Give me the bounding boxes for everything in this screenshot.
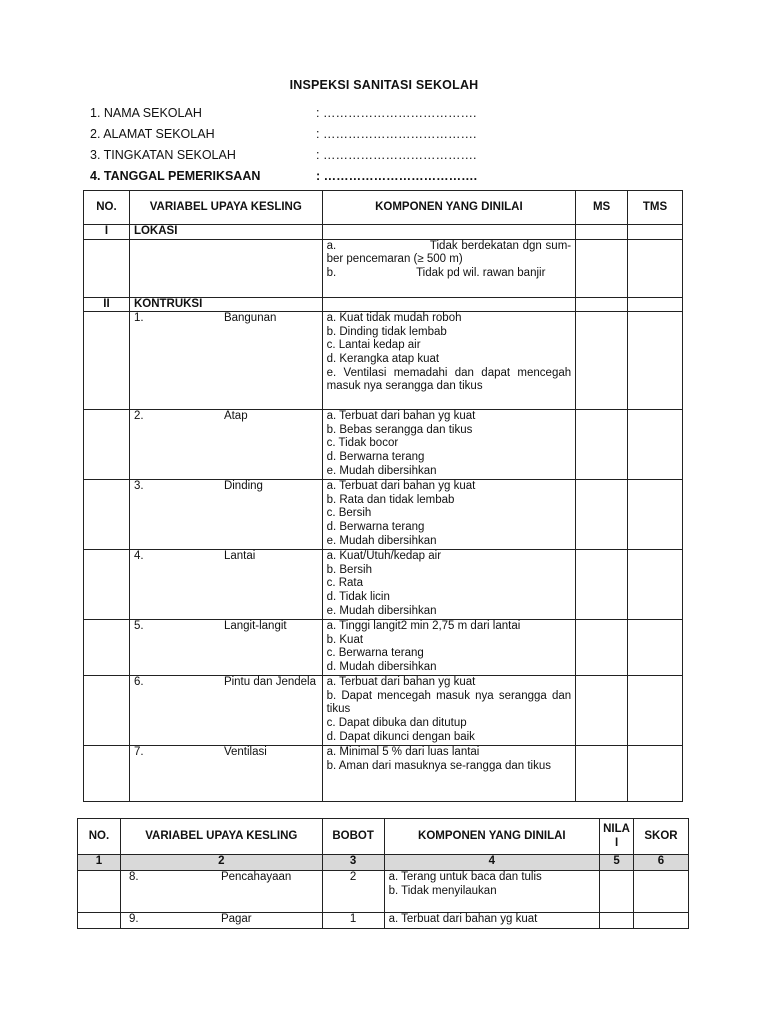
komponen-cell [322, 550, 576, 620]
komponen-cell [322, 410, 576, 480]
table-header-row [84, 191, 683, 225]
komponen-item: a. Kuat/Utuh/kedap air [326, 550, 442, 563]
variabel-name: Dinding [223, 480, 263, 493]
bobot-cell: 1 [322, 913, 384, 929]
variabel-number: 5. [133, 620, 144, 633]
variabel-name: Lantai [223, 550, 256, 563]
komponen-item: b. Bersih [326, 563, 372, 576]
empty-cell [322, 225, 576, 240]
variabel-number: 6. [133, 676, 144, 689]
no-cell [84, 410, 130, 480]
komponen-cell [322, 312, 576, 410]
variabel-cell [129, 676, 322, 746]
komponen-item: a. Terbuat dari bahan yg kuat [326, 410, 476, 423]
no-cell [84, 620, 130, 676]
variabel-cell [120, 913, 322, 929]
ms-cell[interactable] [576, 297, 628, 312]
variabel-number: 4. [133, 550, 144, 563]
section-number: II [84, 297, 130, 312]
info-value: : ………………………………. [316, 148, 477, 162]
header-variabel: VARIABEL UPAYA KESLING [129, 191, 322, 225]
column-index: 4 [384, 855, 600, 871]
komponen-cell [384, 871, 600, 913]
tms-cell[interactable] [628, 480, 683, 550]
komponen-cell [384, 913, 600, 929]
komponen-item: e. Ventilasi memadahi dan dapat mencegah masuk nya serangga dan tikus [326, 366, 572, 393]
tms-cell[interactable] [628, 410, 683, 480]
ms-cell[interactable] [576, 480, 628, 550]
komponen-item: c. Bersih [326, 507, 372, 520]
header-komponen: KOMPONEN YANG DINILAI [322, 191, 576, 225]
komponen-cell [322, 239, 576, 297]
komponen-item: b. Kuat [326, 633, 364, 646]
komponen-item: c. Tidak bocor [326, 437, 399, 450]
komponen-item: c. Lantai kedap air [326, 339, 421, 352]
tms-cell[interactable] [628, 746, 683, 802]
variabel-name: Pagar [220, 913, 252, 925]
komponen-cell [322, 480, 576, 550]
tms-cell[interactable] [628, 225, 683, 240]
inspection-table-2 [77, 818, 689, 929]
header-tms: TMS [628, 191, 683, 225]
komponen-item: d. Berwarna terang [326, 520, 425, 533]
komponen-item: b. Dinding tidak lembab [326, 325, 447, 338]
section-row-kontruksi [84, 297, 683, 312]
nilai-cell[interactable] [600, 913, 634, 929]
variabel-number: 2. [133, 410, 144, 423]
tms-cell[interactable] [628, 312, 683, 410]
column-index: 3 [322, 855, 384, 871]
ms-cell[interactable] [576, 410, 628, 480]
table-row [84, 239, 683, 297]
komponen-item: e. Mudah dibersihkan [326, 464, 437, 477]
info-value: : ………………………………. [316, 106, 477, 120]
variabel-number: 3. [133, 480, 144, 493]
table-row [84, 746, 683, 802]
komponen-cell [322, 620, 576, 676]
section-number: I [84, 225, 130, 240]
variabel-name: Langit-langit [223, 620, 287, 633]
komponen-item: a. Terbuat dari bahan yg kuat [326, 676, 476, 689]
tms-cell[interactable] [628, 550, 683, 620]
komponen-item: c. Berwarna terang [326, 647, 424, 660]
info-label: 3. TINGKATAN SEKOLAH [90, 148, 236, 162]
komponen-item: a. Terbuat dari bahan yg kuat [326, 480, 476, 493]
no-cell [84, 480, 130, 550]
variabel-number: 9. [128, 913, 139, 925]
komponen-item: e. Mudah dibersihkan [326, 604, 437, 617]
table-row [78, 871, 689, 913]
table-row [84, 620, 683, 676]
bobot-cell: 2 [322, 871, 384, 913]
komponen-item: d. Berwarna terang [326, 450, 425, 463]
header-no: NO. [78, 819, 121, 855]
table-header-row [78, 819, 689, 855]
variabel-cell [129, 746, 322, 802]
column-index: 1 [78, 855, 121, 871]
column-index: 2 [120, 855, 322, 871]
variabel-name: Ventilasi [223, 746, 267, 759]
komponen-item: e. Mudah dibersihkan [326, 534, 437, 547]
table-row [84, 480, 683, 550]
komponen-item: b. Dapat mencegah masuk nya serangga dan tikus [326, 689, 572, 716]
header-variabel: VARIABEL UPAYA KESLING [120, 819, 322, 855]
header-bobot: BOBOT [322, 819, 384, 855]
variabel-number: 8. [128, 871, 139, 883]
komponen-item: d. Kerangka atap kuat [326, 352, 440, 365]
no-cell [84, 676, 130, 746]
table-row [84, 676, 683, 746]
skor-cell[interactable] [634, 871, 689, 913]
ms-cell[interactable] [576, 225, 628, 240]
variabel-cell [120, 871, 322, 913]
no-cell [78, 871, 121, 913]
no-cell [84, 550, 130, 620]
table-row [84, 410, 683, 480]
info-label: 2. ALAMAT SEKOLAH [90, 127, 215, 141]
variabel-cell [129, 312, 322, 410]
tms-cell[interactable] [628, 676, 683, 746]
info-value: : ………………………………. [316, 169, 478, 183]
ms-cell[interactable] [576, 312, 628, 410]
komponen-item: b. Tidak menyilaukan [388, 884, 497, 897]
ms-cell[interactable] [576, 550, 628, 620]
komponen-item: b. Bebas serangga dan tikus [326, 423, 473, 436]
variabel-name: Pencahayaan [220, 871, 292, 883]
empty-cell [129, 239, 322, 297]
header-skor: SKOR [634, 819, 689, 855]
nilai-cell[interactable] [600, 871, 634, 913]
komponen-item: a. Terang untuk baca dan tulis [388, 871, 542, 883]
section-title: LOKASI [129, 225, 322, 240]
komponen-item: d. Dapat dikunci dengan baik [326, 730, 475, 743]
komponen-cell [322, 676, 576, 746]
tms-cell[interactable] [628, 239, 683, 297]
tms-cell[interactable] [628, 620, 683, 676]
no-cell [84, 312, 130, 410]
table-row [78, 913, 689, 929]
info-label: 1. NAMA SEKOLAH [90, 106, 202, 120]
column-index: 6 [634, 855, 689, 871]
header-no: NO. [84, 191, 130, 225]
variabel-number: 7. [133, 746, 144, 759]
info-value: : ………………………………. [316, 127, 477, 141]
document-title: INSPEKSI SANITASI SEKOLAH [289, 78, 479, 92]
ms-cell[interactable] [576, 746, 628, 802]
skor-cell[interactable] [634, 913, 689, 929]
inspection-table-1 [83, 190, 683, 802]
no-cell [78, 913, 121, 929]
ms-cell[interactable] [576, 676, 628, 746]
komponen-item: b. Rata dan tidak lembab [326, 493, 455, 506]
table-row [84, 312, 683, 410]
variabel-cell [129, 620, 322, 676]
variabel-name: Pintu dan Jendela [223, 676, 317, 689]
komponen-item: a. Minimal 5 % dari luas lantai [326, 746, 480, 759]
section-title: KONTRUKSI [129, 297, 322, 312]
table-row [84, 550, 683, 620]
header-komponen: KOMPONEN YANG DINILAI [384, 819, 600, 855]
komponen-item: a. Terbuat dari bahan yg kuat [388, 913, 538, 925]
header-nilai: NILAI [600, 819, 634, 855]
komponen-item: c. Rata [326, 577, 364, 590]
ms-cell[interactable] [576, 239, 628, 297]
variabel-cell [129, 410, 322, 480]
variabel-number: 1. [133, 312, 144, 325]
komponen-item: d. Mudah dibersihkan [326, 660, 437, 673]
variabel-cell [129, 480, 322, 550]
column-index-row [78, 855, 689, 871]
header-ms: MS [576, 191, 628, 225]
empty-cell [84, 239, 130, 297]
komponen-item: c. Dapat dibuka dan ditutup [326, 716, 467, 729]
variabel-name: Bangunan [223, 312, 277, 325]
komponen-item: a. Tidak berdekatan dgn sum-ber pencemaran (≥ 500 m) [326, 239, 572, 266]
column-index: 5 [600, 855, 634, 871]
komponen-item: d. Tidak licin [326, 590, 390, 603]
no-cell [84, 746, 130, 802]
tms-cell[interactable] [628, 297, 683, 312]
section-row-lokasi [84, 225, 683, 240]
empty-cell [322, 297, 576, 312]
komponen-item: a. Tinggi langit2 min 2,75 m dari lantai [326, 620, 521, 633]
komponen-item: b. Tidak pd wil. rawan banjir [326, 266, 546, 279]
variabel-name: Atap [223, 410, 248, 423]
ms-cell[interactable] [576, 620, 628, 676]
komponen-item: a. Kuat tidak mudah roboh [326, 312, 462, 325]
info-label: 4. TANGGAL PEMERIKSAAN [90, 169, 261, 183]
variabel-cell [129, 550, 322, 620]
komponen-cell [322, 746, 576, 802]
komponen-item: b. Aman dari masuknya se-rangga dan tikus [326, 759, 551, 772]
